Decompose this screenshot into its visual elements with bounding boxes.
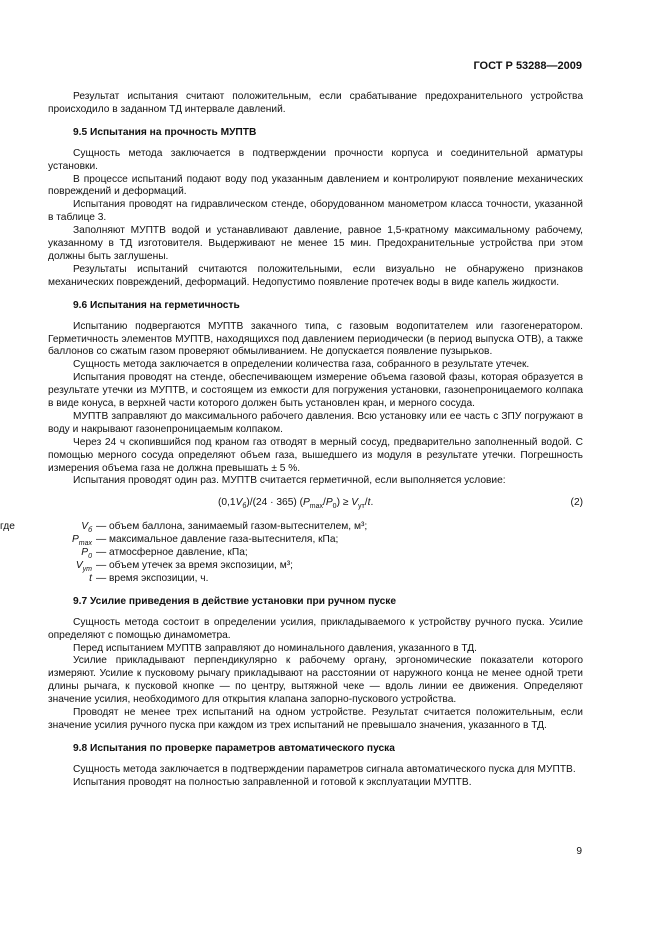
paragraph: Испытанию подвергаются МУПТВ закачного типа, с газовым водопитателем или газогенератором. Герметичность элементов МУПТВ, находящихся под давлением периодически (в период выпуска ОТВ), а также баллонов со сжатым газом проверяют обмыливанием. Не допускается появление пузырьков. <box>48 320 583 358</box>
paragraph: Проводят не менее трех испытаний на одном устройстве. Результат считается положительным, если значение усилия ручного пуска при каждом из трех испытаний не превышало значения, указанного в ТД. <box>48 707 583 731</box>
section-heading: 9.6 Испытания на герметичность <box>73 299 240 311</box>
page-content <box>0 91 583 790</box>
variable-definitions <box>0 521 583 585</box>
paragraph: Испытания проводят на стенде, обеспечивающем измерение объема газовой фазы, которая образуется в результате утечки из МУПТВ, и состоящем из емкости для погружения установки, газонепроницаемого колпака в виде конуса, в верхней части которого должен быть установлен кран, и мерного сосуда. <box>48 372 583 410</box>
paragraph: В процессе испытаний подают воду под указанным давлением и контролируют появление механических повреждений и деформаций. <box>48 173 583 198</box>
paragraph: МУПТВ заправляют до максимального рабочего давления. Всю установку или ее часть с ЗПУ погружают в воду и накрывают газонепроницаемым колпаком. <box>48 410 583 435</box>
definition-row: где $V_б$ — объем баллона, занимаемый газом-вытеснителем, м³; <box>48 521 583 534</box>
formula <box>48 497 583 511</box>
document-header: ГОСТ Р 53288—2009 <box>473 60 582 72</box>
formula-expression: $(0,1V_б)/(24 \cdot 365) (P_{max}/P_0) \ge V_{ут}/t$. <box>218 497 374 511</box>
definition-row <box>48 573 583 586</box>
section-heading: 9.7 Усилие приведения в действие установки при ручном пуске <box>73 595 397 607</box>
definition-text: — объем баллона, занимаемый газом-вытеснителем, м³; <box>96 521 368 533</box>
definition-text: — максимальное давление газа-вытеснителя, кПа; <box>96 534 339 546</box>
definition-text: — время экспозиции, ч. <box>96 572 209 584</box>
paragraph: Сущность метода состоит в определении усилия, прикладываемого к устройству ручного пуска. Усилие определяют с помощью динамометра. <box>48 616 583 641</box>
paragraph: Испытания проводят на гидравлическом стенде, оборудованном манометром класса точности, указанной в таблице 3. <box>48 199 583 224</box>
section-heading: 9.8 Испытания по проверке параметров автоматического пуска <box>73 742 395 754</box>
paragraph: Результат испытания считают положительным, если срабатывание предохранительного устройства происходило в заданном ТД интервале давлений. <box>48 91 583 115</box>
formula-number: (2) <box>570 497 583 509</box>
definition-symbol: $P_{max}$ <box>71 534 92 548</box>
section-heading: 9.5 Испытания на прочность МУПТВ <box>73 126 257 138</box>
paragraph: Через 24 ч скопившийся под краном газ отводят в мерный сосуд, предварительно заполненный водой. С помощью мерного сосуда определяют объем газа, вышедшего из модуля в результате утечки. Погрешность измерения объема газа не должна превышать ± 5 %. <box>48 436 583 474</box>
paragraph: Испытания проводят один раз. МУПТВ считается герметичной, если выполняется условие: <box>73 475 506 487</box>
definition-symbol: $V_б$ <box>81 521 92 535</box>
definition-symbol: t <box>89 572 92 584</box>
paragraph: Перед испытанием МУПТВ заправляют до номинального давления, указанного в ТД. <box>73 642 477 654</box>
definition-row <box>48 534 583 547</box>
paragraph: Сущность метода заключается в подтверждении прочности корпуса и соединительной арматуры установки. <box>48 147 583 172</box>
definition-text: — атмосферное давление, кПа; <box>96 547 248 559</box>
definition-symbol: $V_{ут}$ <box>75 560 92 574</box>
definition-symbol: $P_0$ <box>81 547 92 561</box>
paragraph: Сущность метода заключается в подтверждении параметров сигнала автоматического пуска для МУПТВ. <box>73 763 576 775</box>
definition-text: — объем утечек за время экспозиции, м³; <box>96 560 293 572</box>
paragraph: Сущность метода заключается в определении количества газа, собранного в результате утечек. <box>73 359 530 371</box>
paragraph: Усилие прикладывают перпендикулярно к рабочему органу, эргономические показатели которого измеряют. Усилие к пусковому рычагу прикладывают на расстоянии от наружного конца не менее одной трети длины рычага, к пусковой кнопке — по центру, вытяжной чеке — вдоль линии ее движения. Определяют значение усилия, необходимого для открытия клапана запорно-пускового устройства. <box>48 655 583 706</box>
paragraph: Заполняют МУПТВ водой и устанавливают давление, равное 1,5-кратному максимальному рабочему, указанному в ТД изготовителя. Выдерживают не менее 15 мин. Предохранительные устройства при этом должны быть заглушены. <box>48 225 583 262</box>
definition-row <box>48 547 583 560</box>
definition-row <box>48 560 583 573</box>
page-number: 9 <box>576 846 582 857</box>
paragraph: Результаты испытаний считаются положительными, если визуально не обнаружено признаков механических повреждений, деформаций. Недопустимо появление протечек воды в виде капель жидкости. <box>48 263 583 288</box>
paragraph: Испытания проводят на полностью заправленной и готовой к эксплуатации МУПТВ. <box>73 776 472 788</box>
